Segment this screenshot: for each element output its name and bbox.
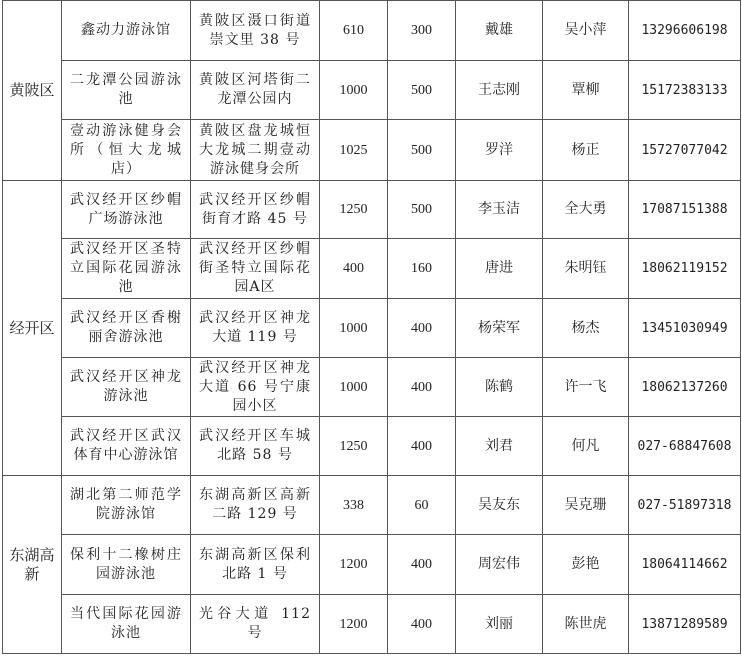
table-row bbox=[3, 239, 741, 299]
venue-contact: 陈世虎 bbox=[543, 595, 629, 654]
venue-name: 武汉经开区圣特立国际花园游泳池 bbox=[62, 239, 191, 299]
venue-phone: 15172383133 bbox=[629, 61, 741, 120]
district-cell: 黄陂区 bbox=[3, 1, 62, 181]
venue-area: 400 bbox=[320, 239, 388, 299]
venue-capacity: 300 bbox=[388, 1, 456, 61]
venue-phone: 18064114662 bbox=[629, 535, 741, 595]
table-row bbox=[3, 476, 741, 535]
venue-area: 1000 bbox=[320, 358, 388, 417]
venue-capacity: 500 bbox=[388, 61, 456, 120]
venue-phone: 13296606198 bbox=[629, 1, 741, 61]
venue-address: 黄陂区河塔街二龙潭公园内 bbox=[191, 61, 320, 120]
venue-name: 武汉经开区纱帽广场游泳池 bbox=[62, 181, 191, 239]
venue-contact: 何凡 bbox=[543, 417, 629, 476]
venue-person: 唐进 bbox=[456, 239, 543, 299]
venue-address: 东湖高新区保利北路 1 号 bbox=[191, 535, 320, 595]
table-row bbox=[3, 181, 741, 239]
venue-area: 1000 bbox=[320, 61, 388, 120]
venue-person: 刘君 bbox=[456, 417, 543, 476]
venue-contact: 杨正 bbox=[543, 120, 629, 181]
venue-person: 周宏伟 bbox=[456, 535, 543, 595]
table-row bbox=[3, 417, 741, 476]
venue-name: 湖北第二师范学院游泳馆 bbox=[62, 476, 191, 535]
venue-area: 610 bbox=[320, 1, 388, 61]
venue-address: 光谷大道 112 号 bbox=[191, 595, 320, 654]
venue-name: 武汉经开区武汉体育中心游泳馆 bbox=[62, 417, 191, 476]
venue-capacity: 400 bbox=[388, 299, 456, 358]
venue-contact: 杨杰 bbox=[543, 299, 629, 358]
venue-phone: 13451030949 bbox=[629, 299, 741, 358]
venue-phone: 17087151388 bbox=[629, 181, 741, 239]
venue-phone: 027-68847608 bbox=[629, 417, 741, 476]
venue-person: 李玉洁 bbox=[456, 181, 543, 239]
venue-phone: 15727077042 bbox=[629, 120, 741, 181]
venue-address: 武汉经开区神龙大道 119 号 bbox=[191, 299, 320, 358]
venue-address: 黄陂区滠口街道崇文里 38 号 bbox=[191, 1, 320, 61]
venue-person: 戴雄 bbox=[456, 1, 543, 61]
venue-contact: 彭艳 bbox=[543, 535, 629, 595]
venue-capacity: 400 bbox=[388, 595, 456, 654]
venue-name: 鑫动力游泳馆 bbox=[62, 1, 191, 61]
venue-capacity: 400 bbox=[388, 358, 456, 417]
venue-name: 当代国际花园游泳池 bbox=[62, 595, 191, 654]
venue-name: 二龙潭公园游泳池 bbox=[62, 61, 191, 120]
venue-area: 1200 bbox=[320, 535, 388, 595]
venue-address: 黄陂区盘龙城恒大龙城二期壹动游泳健身会所 bbox=[191, 120, 320, 181]
venue-phone: 13871289589 bbox=[629, 595, 741, 654]
venue-area: 1200 bbox=[320, 595, 388, 654]
venue-capacity: 160 bbox=[388, 239, 456, 299]
venue-contact: 覃柳 bbox=[543, 61, 629, 120]
venue-address: 东湖高新区高新二路 129 号 bbox=[191, 476, 320, 535]
district-cell: 经开区 bbox=[3, 181, 62, 476]
venue-capacity: 500 bbox=[388, 120, 456, 181]
venue-area: 1250 bbox=[320, 181, 388, 239]
venue-capacity: 400 bbox=[388, 535, 456, 595]
venue-name: 壹动游泳健身会所（恒大龙城店） bbox=[62, 120, 191, 181]
venue-name: 武汉经开区神龙游泳池 bbox=[62, 358, 191, 417]
venue-person: 罗洋 bbox=[456, 120, 543, 181]
venue-contact: 吴小萍 bbox=[543, 1, 629, 61]
district-cell: 东湖高新 bbox=[3, 476, 62, 654]
venue-capacity: 400 bbox=[388, 417, 456, 476]
venue-capacity: 500 bbox=[388, 181, 456, 239]
venue-address: 武汉经开区纱帽街圣特立国际花园A区 bbox=[191, 239, 320, 299]
table-row bbox=[3, 535, 741, 595]
venue-contact: 吴克珊 bbox=[543, 476, 629, 535]
table-row bbox=[3, 299, 741, 358]
venue-area: 1025 bbox=[320, 120, 388, 181]
venue-contact: 全大勇 bbox=[543, 181, 629, 239]
table-row bbox=[3, 358, 741, 417]
table-row bbox=[3, 1, 741, 61]
venue-person: 刘丽 bbox=[456, 595, 543, 654]
venue-contact: 许一飞 bbox=[543, 358, 629, 417]
venue-address: 武汉经开区车城北路 58 号 bbox=[191, 417, 320, 476]
venue-address: 武汉经开区纱帽街育才路 45 号 bbox=[191, 181, 320, 239]
venue-contact: 朱明钰 bbox=[543, 239, 629, 299]
venue-address: 武汉经开区神龙大道 66 号宁康园小区 bbox=[191, 358, 320, 417]
venue-table-body bbox=[3, 1, 741, 654]
venue-person: 吴友东 bbox=[456, 476, 543, 535]
venue-name: 保利十二橡树庄园游泳池 bbox=[62, 535, 191, 595]
venue-person: 王志刚 bbox=[456, 61, 543, 120]
table-row bbox=[3, 120, 741, 181]
venue-capacity: 60 bbox=[388, 476, 456, 535]
venue-person: 陈鹤 bbox=[456, 358, 543, 417]
table-row bbox=[3, 595, 741, 654]
venue-phone: 18062119152 bbox=[629, 239, 741, 299]
venue-table bbox=[2, 0, 741, 654]
venue-phone: 027-51897318 bbox=[629, 476, 741, 535]
table-row bbox=[3, 61, 741, 120]
venue-phone: 18062137260 bbox=[629, 358, 741, 417]
venue-name: 武汉经开区香榭丽舍游泳池 bbox=[62, 299, 191, 358]
venue-area: 1250 bbox=[320, 417, 388, 476]
venue-person: 杨荣军 bbox=[456, 299, 543, 358]
venue-area: 1000 bbox=[320, 299, 388, 358]
venue-area: 338 bbox=[320, 476, 388, 535]
